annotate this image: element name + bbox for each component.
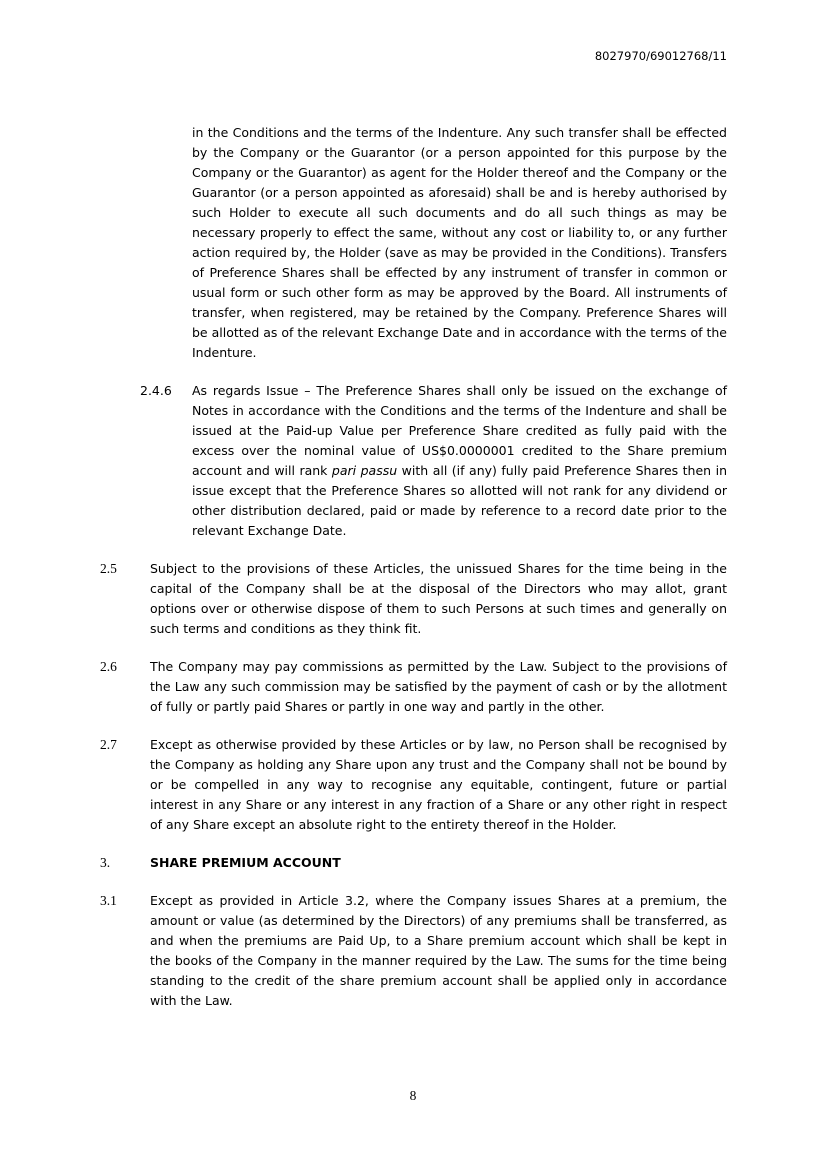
clause-number: 3.1 (100, 893, 117, 908)
clause-3-1 (100, 891, 727, 1011)
clause-2-4-6 (140, 381, 727, 541)
clause-number: 2.6 (100, 659, 117, 674)
clause-text: in the Conditions and the terms of the Indenture. Any such transfer shall be effected by the Company or the Guarantor (or a person appointed for this purpose by the Company or the Guarantor) as agent for the Holder thereof and the Company or the Guarantor (or a person appointed as aforesaid) shall be and is hereby authorised by such Holder to execute all such documents and do all such things as may be necessary properly to effect the same, without any cost or liability to, or any further action required by, the Holder (save as may be provided in the Conditions). Transfers of Preference Shares shall be effected by any instrument of transfer in common or usual form or such other form as may be approved by the Board. All instruments of transfer, when registered, may be retained by the Company. Preference Shares will be allotted as of the relevant Exchange Date and in accordance with the terms of the Indenture. (192, 125, 727, 360)
clause-text: Except as otherwise provided by these Articles or by law, no Person shall be recognised by the Company as holding any Share upon any trust and the Company shall not be bound by or be compelled in any way to recognise any equitable, contingent, future or partial interest in any Share or any interest in any fraction of a Share or any other right in respect of any Share except an absolute right to the entirety thereof in the Holder. (150, 737, 727, 832)
clause-text: As regards Issue – The Preference Shares shall only be issued on the exchange of Notes in accordance with the Conditions and the terms of the Indenture and shall be issued at the Paid-up Value per Preference Share credited as fully paid with the excess over the nominal value of US$0.0000001 credited to the Share premium account and will rank pari passu with all (if any) fully paid Preference Shares then in issue except that the Preference Shares so allotted will not rank for any dividend or other distribution declared, paid or made by reference to a record date prior to the relevant Exchange Date. (192, 383, 727, 538)
section-title: SHARE PREMIUM ACCOUNT (150, 855, 341, 870)
clause-number: 2.5 (100, 561, 117, 576)
clause-2-7 (100, 735, 727, 835)
section-3-heading (100, 853, 727, 873)
document-reference: 8027970/69012768/11 (594, 49, 727, 63)
clause-2-5 (100, 559, 727, 639)
section-number: 3. (100, 855, 111, 870)
clause-2-6 (100, 657, 727, 717)
document-body (100, 123, 727, 1029)
clause-number: 2.7 (100, 737, 117, 752)
clause-2-4-5-continuation (192, 123, 727, 363)
clause-text: The Company may pay commissions as permitted by the Law. Subject to the provisions of the Law any such commission may be satisfied by the payment of cash or by the allotment of fully or partly paid Shares or partly in one way and partly in the other. (150, 659, 727, 714)
page-number: 8 (409, 1088, 417, 1103)
clause-text: Except as provided in Article 3.2, where the Company issues Shares at a premium, the amount or value (as determined by the Directors) of any premiums shall be transferred, as and when the premiums are Paid Up, to a Share premium account which shall be kept in the books of the Company in the manner required by the Law. The sums for the time being standing to the credit of the share premium account shall be applied only in accordance with the Law. (150, 893, 727, 1008)
clause-text: Subject to the provisions of these Articles, the unissued Shares for the time being in the capital of the Company shall be at the disposal of the Directors who may allot, grant options over or otherwise dispose of them to such Persons at such times and generally on such terms and conditions as they think fit. (150, 561, 727, 636)
clause-number: 2.4.6 (140, 383, 172, 398)
